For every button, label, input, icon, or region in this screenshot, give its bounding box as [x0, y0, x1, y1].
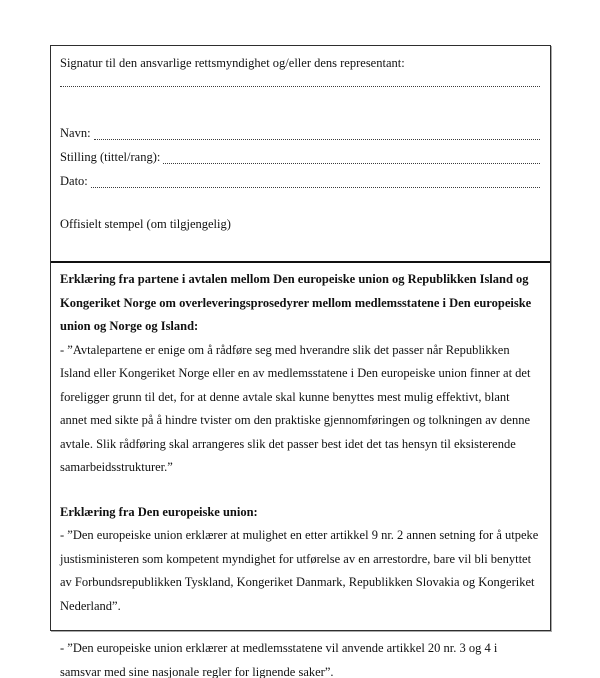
eu-declaration-paragraph-1: - ”Den europeiske union erklærer at mulighet en etter artikkel 9 nr. 2 annen setning for å utpeke justisministeren som kompetent myndighet for utførelse av en arrestordre, bare vil bli benyttet av Forbundsrepublikken Tyskland, Kongeriket Danmark, Republikken Slovakia og Kongeriket Nederland”. — [60, 528, 539, 613]
agreement-declaration-paragraph: - ”Avtalepartene er enige om å rådføre seg med hverandre slik det passer når Republikken Island eller Kongeriket Norge eller en av medlemsstatene i Den europeiske union finner at det foreligger grunn til det, for at denne avtale skal kunne benyttes mest mulig effektivt, blant annet med sikte på å hindre tvister om den praktiske gjennomføringen og tolkningen av denne avtale. Slik rådføring skal arrangeres slik det passer best idet det tas hensyn til eksisterende samarbeidsstrukturer.” — [60, 342, 531, 474]
signature-label: Signatur til den ansvarlige rettsmyndighet og/eller dens representant: — [60, 56, 405, 70]
declarations-section — [51, 263, 550, 678]
field-row-name — [60, 121, 540, 145]
name-dotted-line — [94, 139, 540, 140]
signature-fields — [60, 121, 540, 193]
date-dotted-line — [91, 187, 540, 188]
title-rank-dotted-line — [163, 163, 540, 164]
date-field-label: Dato: — [60, 174, 88, 188]
agreement-declaration-heading: Erklæring fra partene i avtalen mellom Den europeiske union og Republikken Island og Kongeriket Norge om overleveringsprosedyrer mellom medlemsstatene i Den europeiske union og Norge og Island: — [60, 272, 532, 333]
signature-dotted-line — [60, 86, 540, 87]
eu-declaration-heading: Erklæring fra Den europeiske union: — [60, 504, 258, 519]
eu-declaration-paragraph-2: - ”Den europeiske union erklærer at medlemsstatene vil anvende artikkel 20 nr. 3 og 4 i samsvar med sine nasjonale regler for lignende saker”. — [60, 641, 498, 678]
document-box — [50, 45, 551, 678]
name-field-label: Navn: — [60, 126, 91, 140]
official-stamp-note: Offisielt stempel (om tilgjengelig) — [60, 217, 231, 231]
signature-section — [51, 46, 550, 234]
field-row-title-rank — [60, 145, 540, 169]
title-rank-field-label: Stilling (tittel/rang): — [60, 150, 161, 164]
field-row-date — [60, 169, 540, 193]
